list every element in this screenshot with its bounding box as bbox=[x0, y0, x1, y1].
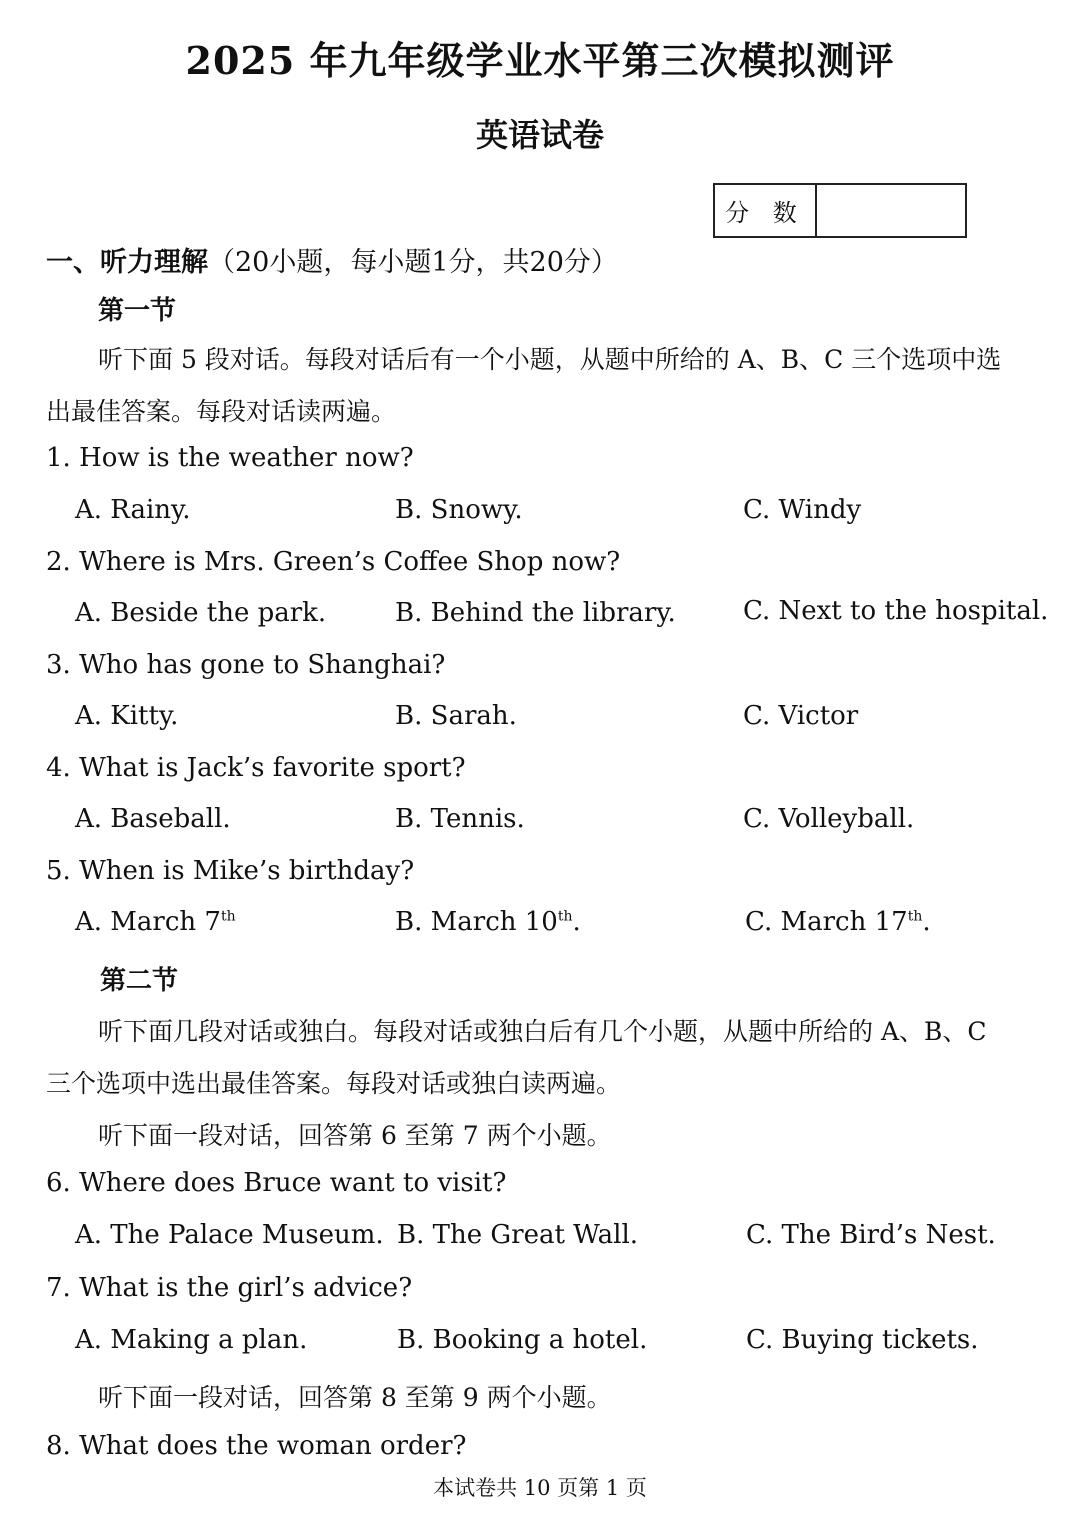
exam-title: 2025 年九年级学业水平第三次模拟测评 bbox=[185, 38, 895, 83]
score-field bbox=[817, 185, 965, 236]
question-4-option-a: A. Baseball. bbox=[75, 804, 231, 834]
question-5: 5. When is Mike’s birthday? bbox=[46, 856, 415, 886]
question-6-option-c: C. The Bird’s Nest. bbox=[746, 1220, 996, 1250]
question-4-option-b: B. Tennis. bbox=[395, 804, 525, 834]
question-6-option-b: B. The Great Wall. bbox=[397, 1220, 639, 1250]
question-5-option-a-text: A. March 7 bbox=[75, 907, 221, 937]
question-8: 8. What does the woman order? bbox=[46, 1431, 467, 1461]
part-two-label: 第二节 bbox=[100, 966, 179, 996]
question-7: 7. What is the girl’s advice? bbox=[46, 1273, 413, 1303]
part-two-instruction-line2: 三个选项中选出最佳答案。每段对话或独白读两遍。 bbox=[46, 1069, 622, 1098]
question-5-option-c-text: C. March 17 bbox=[745, 907, 908, 937]
section-title: 一、听力理解 bbox=[46, 247, 208, 278]
part-two-sub-instruction-1: 听下面一段对话，回答第 6 至第 7 两个小题。 bbox=[98, 1121, 612, 1150]
question-1-option-b: B. Snowy. bbox=[395, 495, 523, 525]
question-1-option-a: A. Rainy. bbox=[75, 495, 191, 525]
score-box bbox=[713, 183, 967, 238]
question-5-option-b-tail: . bbox=[572, 907, 581, 937]
question-2: 2. Where is Mrs. Green’s Coffee Shop now? bbox=[46, 547, 621, 577]
page-footer: 本试卷共 10 页第 1 页 bbox=[433, 1476, 647, 1500]
question-5-option-b-text: B. March 10 bbox=[395, 907, 558, 937]
question-5-option-a bbox=[75, 907, 236, 937]
question-4-option-c: C. Volleyball. bbox=[743, 804, 915, 834]
question-5-option-c-tail: . bbox=[922, 907, 931, 937]
question-3-option-c: C. Victor bbox=[743, 701, 859, 731]
question-1-option-c: C. Windy bbox=[743, 495, 862, 525]
question-5-option-a-suffix: th bbox=[220, 908, 236, 925]
question-6: 6. Where does Bruce want to visit? bbox=[46, 1168, 507, 1198]
section-points: （20小题，每小题1分，共20分） bbox=[208, 247, 618, 278]
question-2-option-a: A. Beside the park. bbox=[75, 598, 327, 628]
question-2-option-b: B. Behind the library. bbox=[395, 598, 676, 628]
part-one-label: 第一节 bbox=[98, 296, 177, 326]
question-5-option-b bbox=[395, 907, 581, 937]
question-5-option-c-suffix: th bbox=[907, 908, 923, 925]
part-one-instruction-line2: 出最佳答案。每段对话读两遍。 bbox=[46, 397, 397, 426]
question-1: 1. How is the weather now? bbox=[46, 443, 414, 473]
question-3-option-b: B. Sarah. bbox=[395, 701, 517, 731]
question-3-option-a: A. Kitty. bbox=[75, 701, 179, 731]
question-5-option-b-suffix: th bbox=[557, 908, 573, 925]
question-7-option-a: A. Making a plan. bbox=[75, 1325, 308, 1355]
score-label: 分 数 bbox=[715, 185, 817, 236]
section-heading bbox=[46, 240, 618, 279]
part-one-instruction-line1: 听下面 5 段对话。每段对话后有一个小题，从题中所给的 A、B、C 三个选项中选 bbox=[98, 345, 1002, 374]
question-7-option-b: B. Booking a hotel. bbox=[397, 1325, 648, 1355]
question-7-option-c: C. Buying tickets. bbox=[746, 1325, 979, 1355]
part-two-instruction-line1: 听下面几段对话或独白。每段对话或独白后有几个小题，从题中所给的 A、B、C bbox=[98, 1017, 987, 1046]
question-2-option-c: C. Next to the hospital. bbox=[743, 596, 1049, 626]
part-two-sub-instruction-2: 听下面一段对话，回答第 8 至第 9 两个小题。 bbox=[98, 1383, 612, 1412]
exam-subtitle: 英语试卷 bbox=[475, 116, 604, 154]
question-3: 3. Who has gone to Shanghai? bbox=[46, 650, 446, 680]
question-5-option-c bbox=[745, 907, 931, 937]
question-4: 4. What is Jack’s favorite sport? bbox=[46, 753, 466, 783]
question-6-option-a: A. The Palace Museum. bbox=[75, 1220, 384, 1250]
